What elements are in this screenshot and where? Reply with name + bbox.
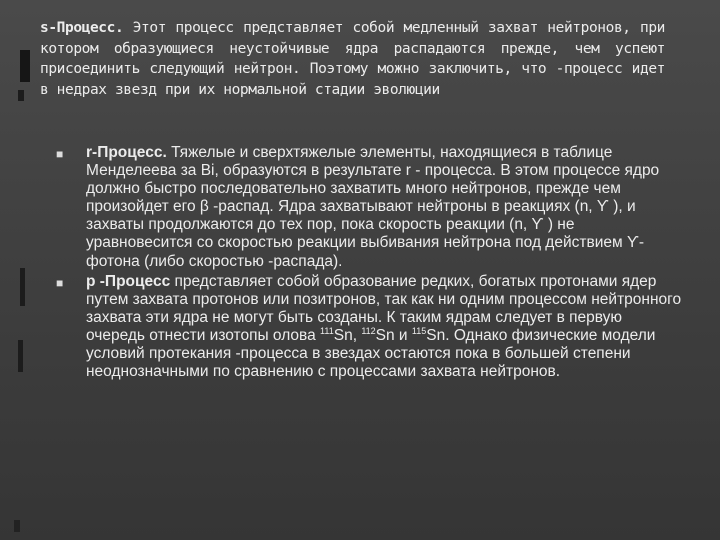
bullet-p-process [56, 272, 682, 382]
p-process-text: представляет собой образование редких, богатых протонами ядер путем захвата протонов или позитронов, так как ни одним процессом нейтронного захвата эти ядра не могут быть созданы. К таким ядрам следует в первую очередь отнести изотопы олова [86, 272, 682, 344]
decor-bar [20, 268, 25, 306]
r-process-text: Тяжелые и сверхтяжелые элементы, находящиеся в таблице Менделеева за Bi, образуются в результате r - процесса. В этом процессе ядро должно быстро последовательно захватить много нейтронов, прежде чем произойдет его β -распад. Ядра захватывают нейтроны в реакциях (n, Ƴ ), и захваты продолжаются до тех пор, пока скорость реакции (n, Ƴ ) не уравновесится со скоростью реакции выбивания нейтрона под действием Ƴ-фотона (либо скоростью -распада). [86, 144, 660, 270]
bullet-r-process [56, 144, 682, 271]
intro-text: Этот процесс представляет собой медленный захват нейтронов, при котором образующиеся неустойчивые ядра распадаются прежде, чем успеют присоединить следующий нейтрон. Поэтому можно заключить, что -процесс идет в недрах звезд при их нормальной стадии эволюции [40, 20, 665, 99]
decor-bar [18, 90, 24, 101]
bullet-list [56, 144, 682, 383]
square-bullet-icon: ■ [56, 147, 64, 161]
isotope-element: Sn. [426, 326, 450, 344]
square-bullet-icon: ■ [56, 275, 64, 290]
isotope-mass: 115 [411, 325, 427, 336]
isotope-element: Sn, [333, 326, 362, 344]
p-process-heading: p -Процесс [86, 272, 171, 290]
decor-bar [18, 340, 23, 372]
isotope-mass: 112 [361, 325, 376, 336]
isotope-mass: 111 [320, 325, 334, 336]
decor-bar [20, 50, 30, 82]
isotope-element: Sn и [375, 326, 412, 344]
p-process-text-end: Однако физические модели условий протекания -процесса в звездах остаются пока в большей степени неоднозначными по сравнению с процессами захвата нейтронов. [86, 326, 656, 381]
intro-paragraph [40, 18, 665, 101]
s-process-heading: s-Процесс. [40, 20, 124, 36]
decor-bar [14, 520, 20, 532]
r-process-heading: r-Процесс. [86, 144, 167, 161]
